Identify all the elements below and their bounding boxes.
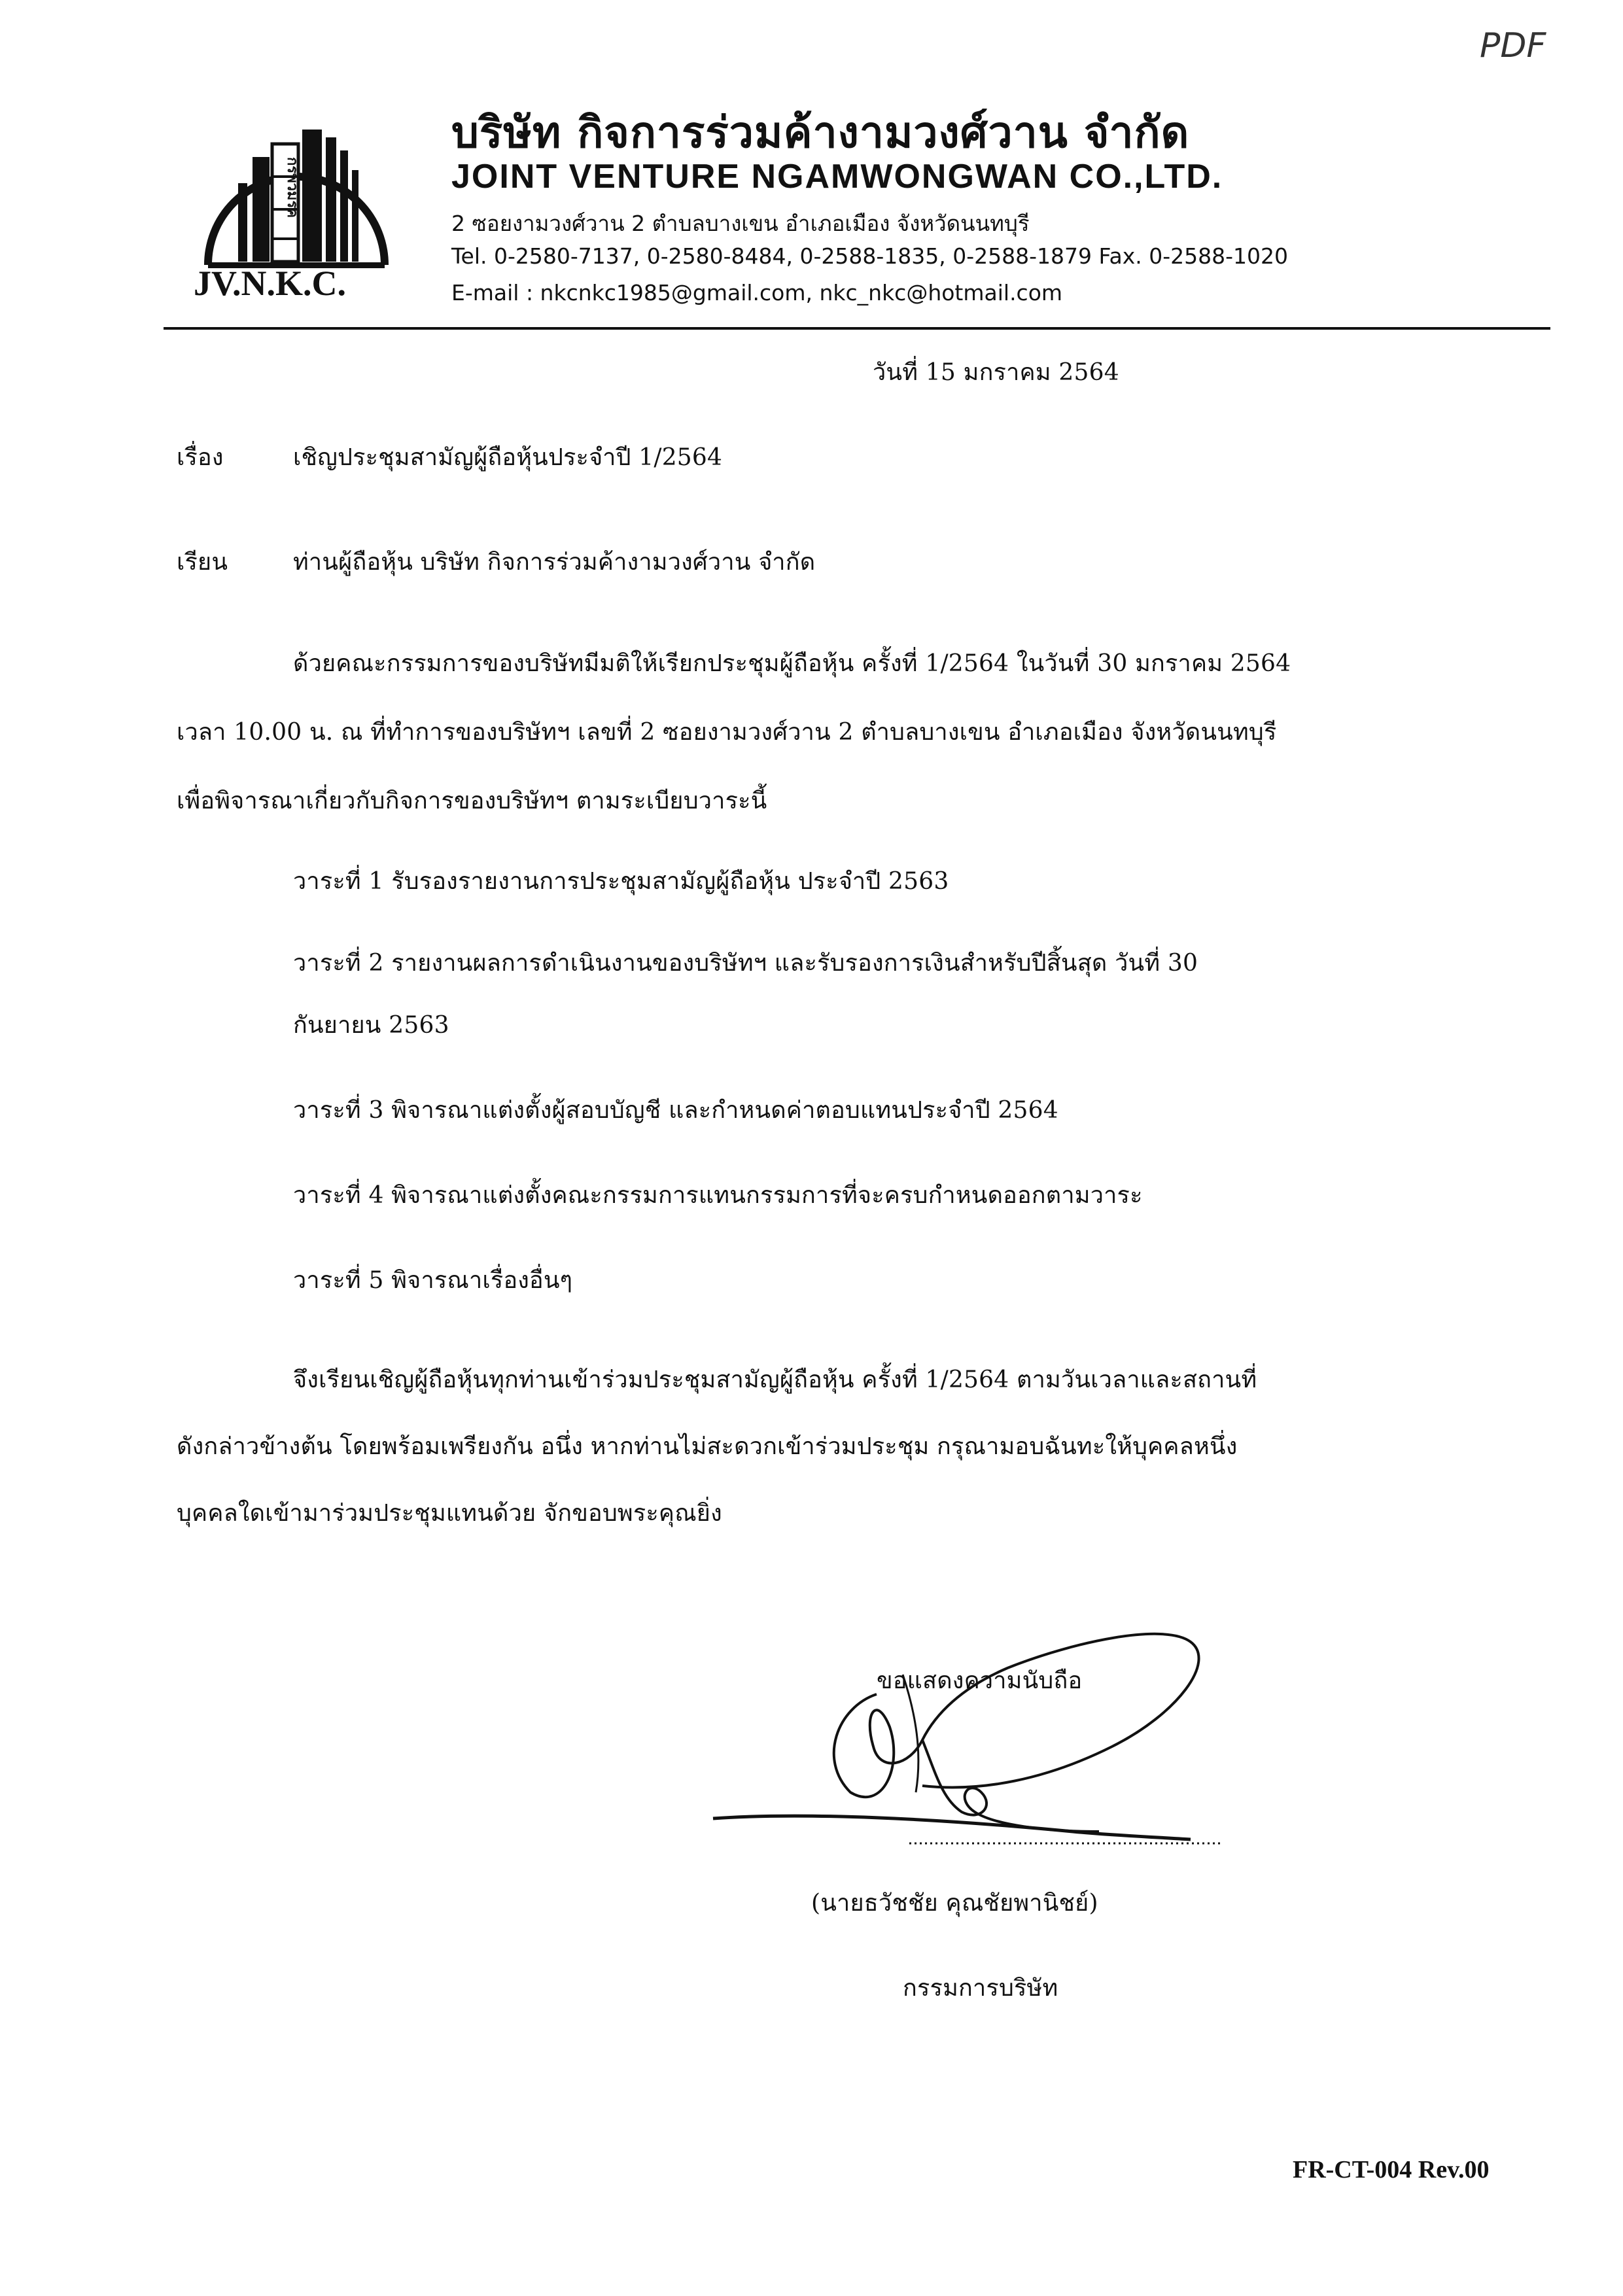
subject-label: เรื่อง xyxy=(177,444,224,471)
intro-line: ด้วยคณะกรรมการของบริษัทมีมติให้เรียกประชุมผู้ถือหุ้น ครั้งที่ 1/2564 ในวันที่ 30 มกราคม 2564 xyxy=(293,650,1291,677)
intro-line: เพื่อพิจารณาเกี่ยวกับกิจการของบริษัทฯ ตามระเบียบวาระนี้ xyxy=(177,788,767,814)
signatory-title: กรรมการบริษัท xyxy=(903,1975,1058,2002)
closing-line: บุคคลใดเข้ามาร่วมประชุมแทนด้วย จักขอบพระคุณยิ่ง xyxy=(177,1500,722,1527)
closing-line: จึงเรียนเชิญผู้ถือหุ้นทุกท่านเข้าร่วมประชุมสามัญผู้ถือหุ้น ครั้งที่ 1/2564 ตามวันเวลาและสถานที่ xyxy=(293,1366,1257,1393)
agenda-item-1: วาระที่ 1 รับรองรายงานการประชุมสามัญผู้ถือหุ้น ประจำปี 2563 xyxy=(293,868,949,895)
form-code: FR-CT-004 Rev.00 xyxy=(1293,2156,1490,2183)
header-divider xyxy=(164,327,1550,330)
regards-text: ขอแสดงความนับถือ xyxy=(877,1667,1083,1694)
company-email: E-mail : nkcnkc1985@gmail.com, nkc_nkc@hotmail.com xyxy=(451,280,1063,305)
signature-icon xyxy=(707,1596,1243,1871)
handwritten-pdf-note: PDF xyxy=(1480,26,1546,65)
to-label: เรียน xyxy=(177,549,228,576)
letter-date: วันที่ 15 มกราคม 2564 xyxy=(873,359,1119,386)
company-name-thai: บริษัท กิจการร่วมค้างามวงศ์วาน จำกัด xyxy=(451,107,1190,158)
agenda-item-4: วาระที่ 4 พิจารณาแต่งตั้งคณะกรรมการแทนกรรมการที่จะครบกำหนดออกตามวาระ xyxy=(293,1182,1143,1209)
agenda-item-2: วาระที่ 2 รายงานผลการดำเนินงานของบริษัทฯ และรับรองการเงินสำหรับปีสิ้นสุด วันที่ 30 xyxy=(293,950,1198,977)
logo-caption: JV.N.K.C. xyxy=(194,264,347,303)
to-text: ท่านผู้ถือหุ้น บริษัท กิจการร่วมค้างามวงศ์วาน จำกัด xyxy=(293,549,816,576)
company-name-english: JOINT VENTURE NGAMWONGWAN CO.,LTD. xyxy=(451,158,1223,196)
agenda-item-2-continued: กันยายน 2563 xyxy=(293,1012,449,1039)
subject-text: เชิญประชุมสามัญผู้ถือหุ้นประจำปี 1/2564 xyxy=(293,444,723,471)
logo-building-text: กรพวมรค xyxy=(284,157,300,218)
closing-line: ดังกล่าวข้างต้น โดยพร้อมเพรียงกัน อนึ่ง หากท่านไม่สะดวกเข้าร่วมประชุม กรุณามอบฉันทะให้บุคคลหนึ่ง xyxy=(177,1433,1238,1460)
agenda-item-3: วาระที่ 3 พิจารณาแต่งตั้งผู้สอบบัญชี และกำหนดค่าตอบแทนประจำปี 2564 xyxy=(293,1097,1058,1124)
company-address: 2 ซอยงามวงศ์วาน 2 ตำบลบางเขน อำเภอเมือง จังหวัดนนทบุรี xyxy=(451,211,1030,236)
signatory-name: (นายธวัชชัย คุณชัยพานิชย์) xyxy=(811,1890,1098,1917)
company-tel-fax: Tel. 0-2580-7137, 0-2580-8484, 0-2588-1835, 0-2588-1879 Fax. 0-2588-1020 xyxy=(451,243,1288,269)
company-logo xyxy=(195,111,398,301)
agenda-item-5: วาระที่ 5 พิจารณาเรื่องอื่นๆ xyxy=(293,1267,573,1294)
intro-line: เวลา 10.00 น. ณ ที่ทำการของบริษัทฯ เลขที่ 2 ซอยงามวงศ์วาน 2 ตำบลบางเขน อำเภอเมือง จังหวัดนนทบุรี xyxy=(177,719,1277,746)
